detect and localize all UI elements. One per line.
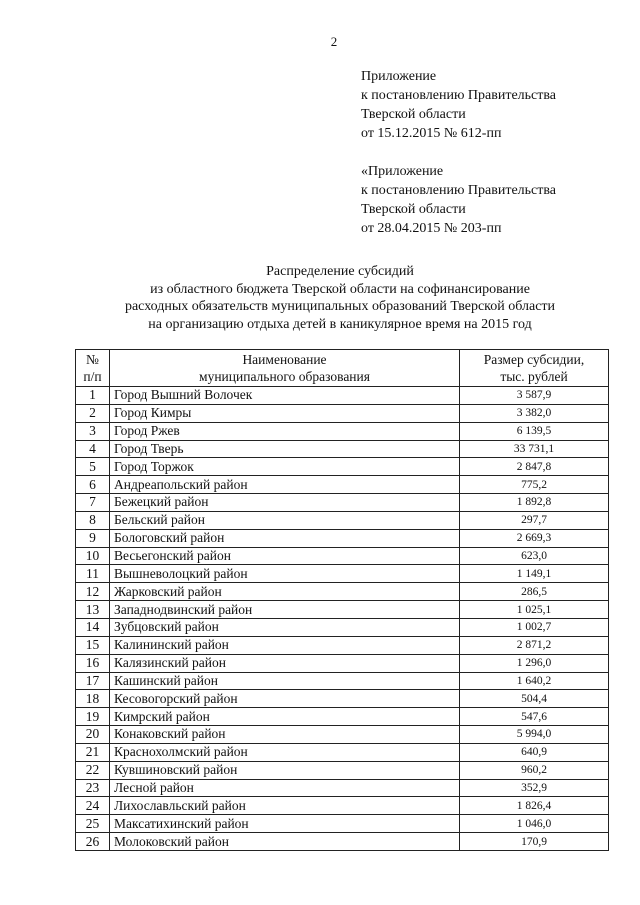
municipality-name-cell: Вышневолоцкий район xyxy=(110,565,460,583)
row-number-cell: 17 xyxy=(76,672,110,690)
header-name xyxy=(110,350,460,387)
subsidy-amount-cell: 297,7 xyxy=(460,511,609,529)
municipality-name-cell: Кашинский район xyxy=(110,672,460,690)
row-number-cell: 10 xyxy=(76,547,110,565)
table-row xyxy=(76,833,609,851)
municipality-name-cell: Андреапольский район xyxy=(110,476,460,494)
header-name-line-1: Наименование xyxy=(242,352,327,367)
annex-original-line-3: Тверской области xyxy=(361,202,466,217)
municipality-name-cell: Западнодвинский район xyxy=(110,601,460,619)
municipality-name-cell: Молоковский район xyxy=(110,833,460,851)
table-row xyxy=(76,387,609,405)
table-header-row xyxy=(76,350,609,387)
table-row xyxy=(76,618,609,636)
row-number-cell: 24 xyxy=(76,797,110,815)
subsidy-amount-cell: 1 892,8 xyxy=(460,494,609,512)
annex-current-line-4: от 15.12.2015 № 612-пп xyxy=(361,126,502,141)
municipality-name-cell: Кувшиновский район xyxy=(110,761,460,779)
subsidy-amount-cell: 623,0 xyxy=(460,547,609,565)
header-amount xyxy=(460,350,609,387)
municipality-name-cell: Жарковский район xyxy=(110,583,460,601)
subsidy-amount-cell: 2 669,3 xyxy=(460,529,609,547)
table-row xyxy=(76,690,609,708)
annex-current-line-1: Приложение xyxy=(361,69,437,84)
subsidy-amount-cell: 2 847,8 xyxy=(460,458,609,476)
subsidy-amount-cell: 1 296,0 xyxy=(460,654,609,672)
header-amount-line-1: Размер субсидии, xyxy=(483,352,585,367)
heading-line-4: на организацию отдыха детей в каникулярное время на 2015 год xyxy=(148,316,532,332)
municipality-name-cell: Бежецкий район xyxy=(110,494,460,512)
municipality-name-cell: Кимрский район xyxy=(110,708,460,726)
subsidy-amount-cell: 547,6 xyxy=(460,708,609,726)
table-row xyxy=(76,404,609,422)
row-number-cell: 22 xyxy=(76,761,110,779)
municipality-name-cell: Калязинский район xyxy=(110,654,460,672)
municipality-name-cell: Город Ржев xyxy=(110,422,460,440)
table-row xyxy=(76,761,609,779)
row-number-cell: 14 xyxy=(76,618,110,636)
row-number-cell: 6 xyxy=(76,476,110,494)
subsidy-amount-cell: 286,5 xyxy=(460,583,609,601)
municipality-name-cell: Город Кимры xyxy=(110,404,460,422)
table-row xyxy=(76,726,609,744)
municipality-name-cell: Кесовогорский район xyxy=(110,690,460,708)
table-row xyxy=(76,636,609,654)
row-number-cell: 18 xyxy=(76,690,110,708)
table-row xyxy=(76,440,609,458)
table-row xyxy=(76,708,609,726)
municipality-name-cell: Бологовский район xyxy=(110,529,460,547)
subsidy-amount-cell: 960,2 xyxy=(460,761,609,779)
subsidy-amount-cell: 640,9 xyxy=(460,743,609,761)
document-heading xyxy=(40,263,640,333)
row-number-cell: 16 xyxy=(76,654,110,672)
table-row xyxy=(76,458,609,476)
table-body xyxy=(76,387,609,851)
municipality-name-cell: Краснохолмский район xyxy=(110,743,460,761)
subsidy-amount-cell: 6 139,5 xyxy=(460,422,609,440)
subsidy-amount-cell: 1 025,1 xyxy=(460,601,609,619)
table-row xyxy=(76,743,609,761)
annex-original-reference xyxy=(361,162,556,238)
subsidy-amount-cell: 352,9 xyxy=(460,779,609,797)
row-number-cell: 3 xyxy=(76,422,110,440)
table-row xyxy=(76,565,609,583)
table-row xyxy=(76,815,609,833)
subsidy-amount-cell: 775,2 xyxy=(460,476,609,494)
subsidy-amount-cell: 1 640,2 xyxy=(460,672,609,690)
municipality-name-cell: Город Вышний Волочек xyxy=(110,387,460,405)
row-number-cell: 21 xyxy=(76,743,110,761)
row-number-cell: 23 xyxy=(76,779,110,797)
municipality-name-cell: Город Торжок xyxy=(110,458,460,476)
table-row xyxy=(76,494,609,512)
municipality-name-cell: Бельский район xyxy=(110,511,460,529)
row-number-cell: 2 xyxy=(76,404,110,422)
row-number-cell: 13 xyxy=(76,601,110,619)
annex-current-reference xyxy=(361,67,556,143)
table-row xyxy=(76,476,609,494)
municipality-name-cell: Лихославльский район xyxy=(110,797,460,815)
page-number: 2 xyxy=(330,34,338,49)
municipality-name-cell: Калининский район xyxy=(110,636,460,654)
subsidy-amount-cell: 1 002,7 xyxy=(460,618,609,636)
subsidy-amount-cell: 1 826,4 xyxy=(460,797,609,815)
subsidy-amount-cell: 33 731,1 xyxy=(460,440,609,458)
header-amount-line-2: тыс. рублей xyxy=(500,369,568,384)
subsidies-table xyxy=(75,349,609,851)
heading-line-1: Распределение субсидий xyxy=(266,264,414,279)
annex-current-line-2: к постановлению Правительства xyxy=(361,88,557,103)
row-number-cell: 7 xyxy=(76,494,110,512)
header-number-line-2: п/п xyxy=(83,369,102,384)
table-row xyxy=(76,797,609,815)
table-row xyxy=(76,601,609,619)
row-number-cell: 15 xyxy=(76,636,110,654)
header-number-line-1: № xyxy=(86,352,99,367)
table-row xyxy=(76,672,609,690)
heading-line-3: расходных обязательств муниципальных образований Тверской области xyxy=(124,299,556,314)
row-number-cell: 8 xyxy=(76,511,110,529)
row-number-cell: 11 xyxy=(76,565,110,583)
municipality-name-cell: Весьегонский район xyxy=(110,547,460,565)
annex-original-line-4: от 28.04.2015 № 203-пп xyxy=(361,221,502,236)
subsidy-amount-cell: 5 994,0 xyxy=(460,726,609,744)
subsidy-amount-cell: 1 149,1 xyxy=(460,565,609,583)
subsidy-amount-cell: 1 046,0 xyxy=(460,815,609,833)
row-number-cell: 20 xyxy=(76,726,110,744)
row-number-cell: 4 xyxy=(76,440,110,458)
municipality-name-cell: Лесной район xyxy=(110,779,460,797)
subsidy-amount-cell: 3 382,0 xyxy=(460,404,609,422)
row-number-cell: 25 xyxy=(76,815,110,833)
table-row xyxy=(76,547,609,565)
subsidy-amount-cell: 3 587,9 xyxy=(460,387,609,405)
heading-line-2: из областного бюджета Тверской области на софинансирование xyxy=(150,281,530,297)
row-number-cell: 9 xyxy=(76,529,110,547)
subsidy-amount-cell: 170,9 xyxy=(460,833,609,851)
row-number-cell: 1 xyxy=(76,387,110,405)
municipality-name-cell: Максатихинский район xyxy=(110,815,460,833)
table-row xyxy=(76,779,609,797)
subsidy-amount-cell: 2 871,2 xyxy=(460,636,609,654)
row-number-cell: 19 xyxy=(76,708,110,726)
annex-current-line-3: Тверской области xyxy=(361,107,466,122)
municipality-name-cell: Зубцовский район xyxy=(110,618,460,636)
header-number xyxy=(76,350,110,387)
table-row xyxy=(76,654,609,672)
subsidy-amount-cell: 504,4 xyxy=(460,690,609,708)
municipality-name-cell: Город Тверь xyxy=(110,440,460,458)
header-name-line-2: муниципального образования xyxy=(199,369,370,384)
row-number-cell: 5 xyxy=(76,458,110,476)
table-row xyxy=(76,583,609,601)
table-row xyxy=(76,529,609,547)
annex-original-line-1: «Приложение xyxy=(361,164,444,179)
table-row xyxy=(76,422,609,440)
table-row xyxy=(76,511,609,529)
annex-original-line-2: к постановлению Правительства xyxy=(361,183,557,198)
municipality-name-cell: Конаковский район xyxy=(110,726,460,744)
row-number-cell: 26 xyxy=(76,833,110,851)
row-number-cell: 12 xyxy=(76,583,110,601)
